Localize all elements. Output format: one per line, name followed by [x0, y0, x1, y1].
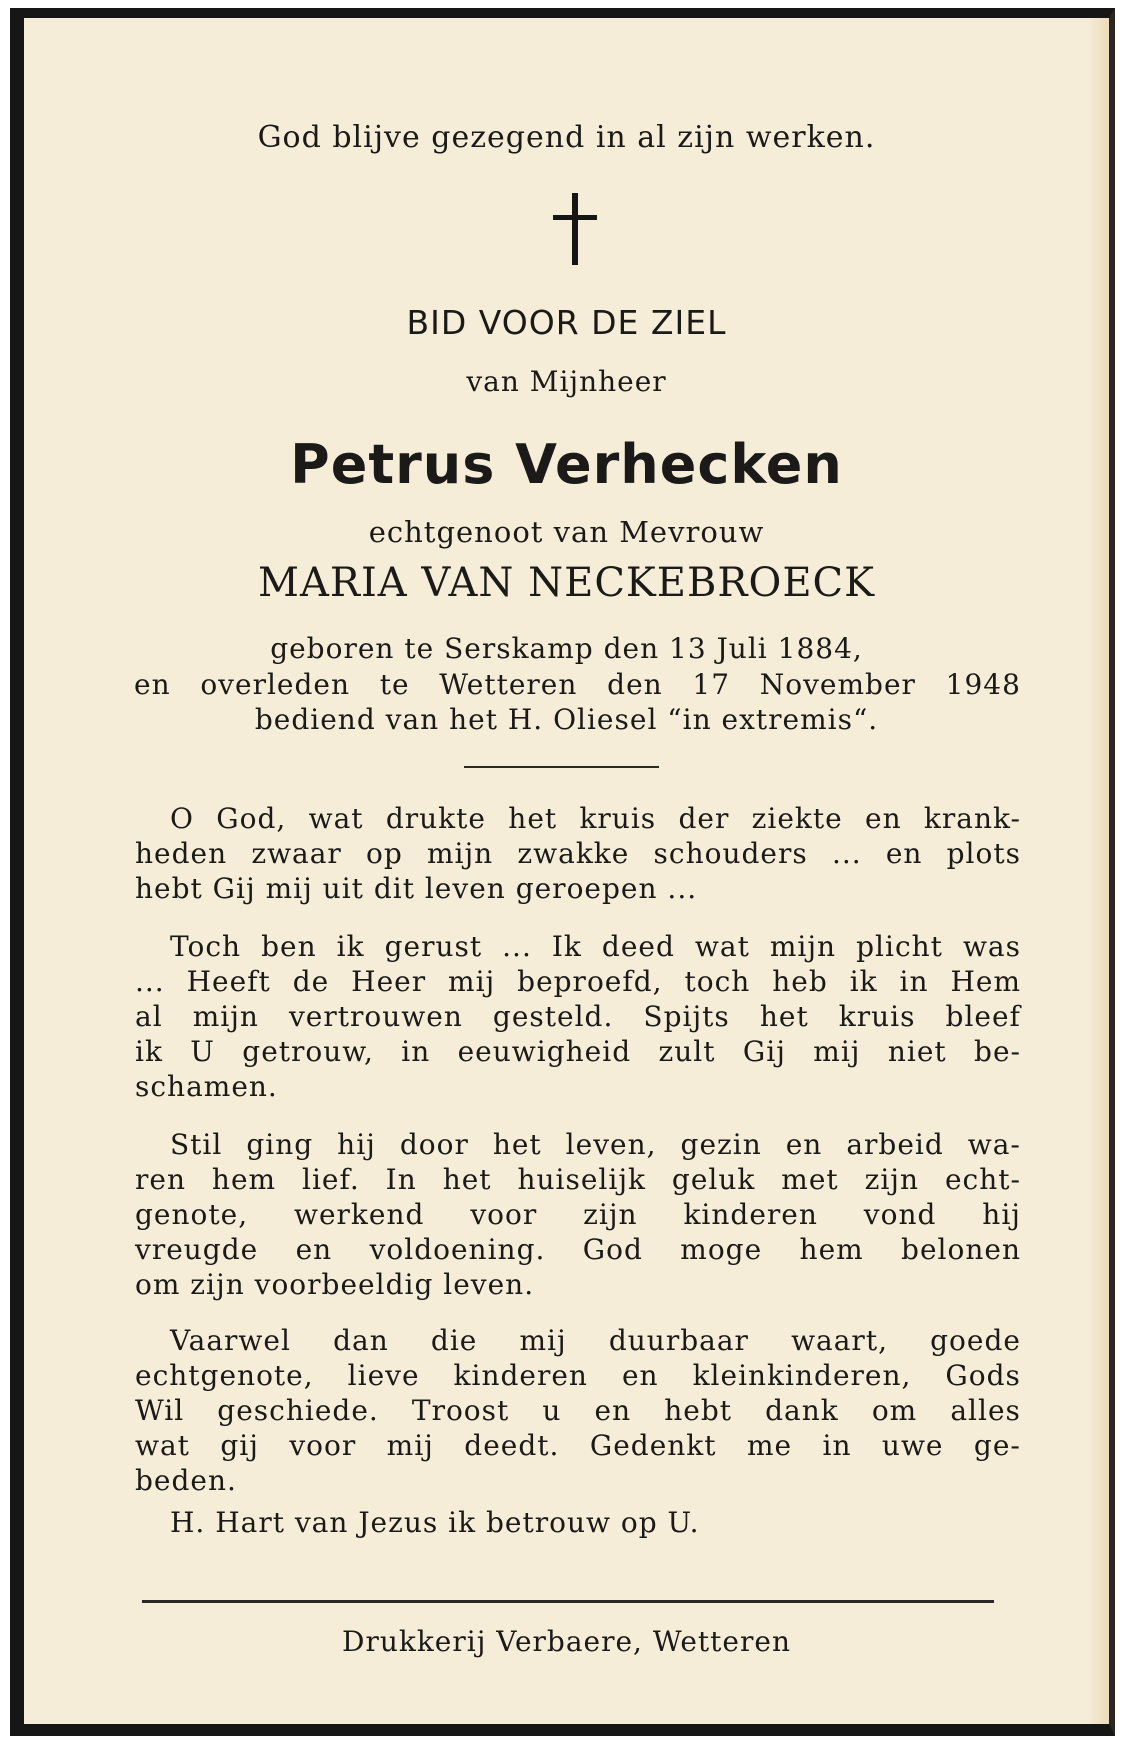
spouse-intro: echtgenoot van Mevrouw [368, 515, 765, 549]
paragraph-line: echtgenote, lieve kinderen en kleinkinderen, Gods [135, 1359, 1021, 1392]
honorific: van Mijnheer [466, 365, 667, 398]
sacrament-line: bediend van het H. Oliesel “in extremis“. [254, 703, 879, 736]
paragraph-line: heden zwaar op mijn zwakke schouders ... en plots [135, 837, 1021, 870]
paragraph-line: beden. [135, 1464, 237, 1497]
memorial-card [10, 8, 1115, 1736]
prayer-heading: BID VOOR DE ZIEL [406, 303, 727, 342]
paragraph-line: vreugde en voldoening. God moge hem belonen [135, 1233, 1021, 1266]
paragraph-line: om zijn voorbeeldig leven. [135, 1268, 535, 1301]
death-line: en overleden te Wetteren den 17 November 1948 [134, 668, 1021, 701]
spouse-name: MARIA VAN NECKEBROECK [257, 560, 875, 606]
paragraph-2 [135, 929, 1021, 1104]
bottom-divider [142, 1600, 994, 1603]
printer-credit: Drukkerij Verbaere, Wetteren [342, 1625, 791, 1658]
motto: God blijve gezegend in al zijn werken. [257, 120, 876, 155]
paragraph-3 [135, 1127, 1021, 1302]
paragraph-line: Vaarwel dan die mij duurbaar waart, goede [170, 1324, 1021, 1357]
paragraph-line: Wil geschiede. Troost u en hebt dank om alles [135, 1394, 1021, 1427]
paragraph-line: O God, wat drukte het kruis der ziekte en krank- [170, 802, 1021, 835]
cross-icon [553, 193, 597, 265]
paragraph-line: H. Hart van Jezus ik betrouw op U. [170, 1506, 700, 1539]
paragraph-line: Toch ben ik gerust ... Ik deed wat mijn plicht was [170, 930, 1021, 963]
paragraph-1 [135, 801, 1021, 906]
paragraph-line: Stil ging hij door het leven, gezin en arbeid wa- [170, 1128, 1021, 1161]
paragraph-line: hebt Gij mij uit dit leven geroepen ... [135, 872, 698, 905]
paragraph-line: wat gij voor mij deedt. Gedenkt me in uwe ge- [135, 1429, 1021, 1462]
paragraph-line: al mijn vertrouwen gesteld. Spijts het kruis bleef [135, 1000, 1021, 1033]
deceased-name: Petrus Verhecken [290, 433, 843, 496]
paragraph-line: ren hem lief. In het huiselijk geluk met zijn echt- [135, 1163, 1021, 1196]
paragraph-5 [135, 1505, 1021, 1540]
paragraph-4 [135, 1323, 1021, 1498]
paragraph-line: ik U getrouw, in eeuwigheid zult Gij mij niet be- [135, 1035, 1021, 1068]
birth-line: geboren te Serskamp den 13 Juli 1884, [270, 632, 863, 665]
paragraph-line: ... Heeft de Heer mij beproefd, toch heb ik in Hem [135, 965, 1021, 998]
paragraph-line: genote, werkend voor zijn kinderen vond hij [135, 1198, 1021, 1231]
short-divider [464, 766, 659, 768]
paragraph-line: schamen. [135, 1070, 278, 1103]
